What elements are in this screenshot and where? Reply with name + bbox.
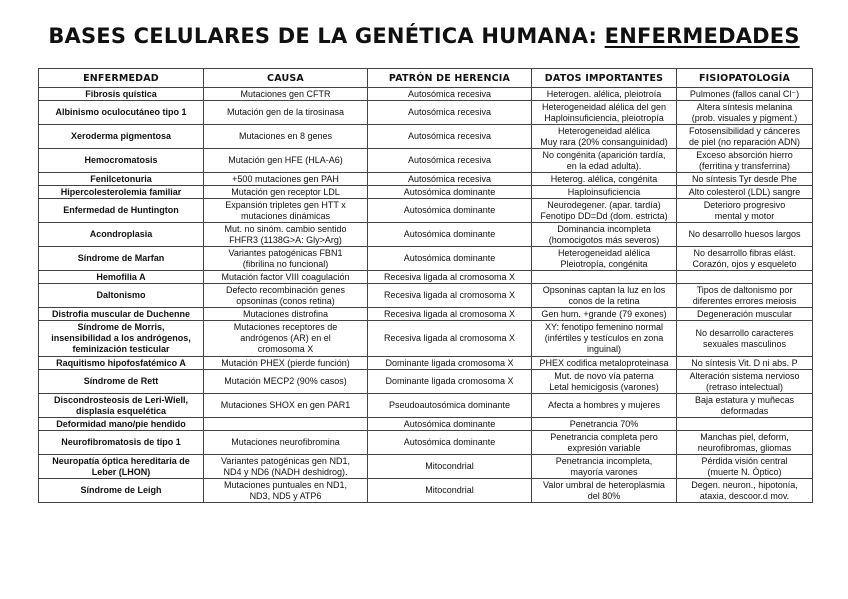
- table-row: [39, 247, 813, 271]
- cell-causa: Mutaciones gen CFTR: [204, 88, 368, 101]
- cell-datos: Gen hum. +grande (79 exones): [532, 308, 677, 321]
- cell-enfermedad: Síndrome de Leigh: [39, 479, 204, 503]
- cell-datos: Neurodegener. (apar. tardía) Fenotipo DD=Dd (dom. estricta): [532, 199, 677, 223]
- cell-fisiopatologia: Alteración sistema nervioso (retraso intelectual): [677, 370, 813, 394]
- cell-enfermedad: Neurofibromatosis de tipo 1: [39, 431, 204, 455]
- cell-datos: Valor umbral de heteroplasmia del 80%: [532, 479, 677, 503]
- cell-fisiopatologia: Fotosensibilidad y cánceres de piel (no reparación ADN): [677, 125, 813, 149]
- header-fisiopatologia: FISIOPATOLOGÍA: [677, 69, 813, 88]
- table-row: [39, 199, 813, 223]
- cell-enfermedad: Distrofia muscular de Duchenne: [39, 308, 204, 321]
- cell-causa: Mutación factor VIII coagulación: [204, 271, 368, 284]
- cell-patron: Autosómica dominante: [368, 418, 532, 431]
- cell-fisiopatologia: No desarrollo fibras elást. Corazón, ojos y esqueleto: [677, 247, 813, 271]
- cell-enfermedad: Deformidad mano/pie hendido: [39, 418, 204, 431]
- cell-causa: Mutación PHEX (pierde función): [204, 357, 368, 370]
- cell-causa: Mutaciones en 8 genes: [204, 125, 368, 149]
- cell-fisiopatologia: [677, 418, 813, 431]
- table-row: [39, 308, 813, 321]
- cell-enfermedad: Albinismo oculocutáneo tipo 1: [39, 101, 204, 125]
- cell-fisiopatologia: Degen. neuron., hipotonía, ataxia, descoor.d mov.: [677, 479, 813, 503]
- diseases-table: [38, 68, 813, 503]
- cell-fisiopatologia: [677, 271, 813, 284]
- header-patron: PATRÓN DE HERENCIA: [368, 69, 532, 88]
- cell-fisiopatologia: No desarrollo huesos largos: [677, 223, 813, 247]
- table-row: [39, 455, 813, 479]
- cell-datos: PHEX codifica metaloproteinasa: [532, 357, 677, 370]
- cell-fisiopatologia: Pulmones (fallos canal Cl⁻): [677, 88, 813, 101]
- cell-patron: Autosómica dominante: [368, 186, 532, 199]
- table-row: [39, 357, 813, 370]
- cell-patron: Autosómica recesiva: [368, 88, 532, 101]
- cell-enfermedad: Fenilcetonuria: [39, 173, 204, 186]
- cell-fisiopatologia: Exceso absorción hierro (ferritina y transferrina): [677, 149, 813, 173]
- cell-datos: Heterogeneidad alélica Pleiotropía, congénita: [532, 247, 677, 271]
- cell-patron: Autosómica dominante: [368, 431, 532, 455]
- cell-datos: Heterogeneidad alélica del gen Haploinsuficiencia, pleiotropía: [532, 101, 677, 125]
- table-row: [39, 370, 813, 394]
- cell-causa: Defecto recombinación genes opsoninas (conos retina): [204, 284, 368, 308]
- cell-enfermedad: Acondroplasia: [39, 223, 204, 247]
- cell-enfermedad: Daltonismo: [39, 284, 204, 308]
- cell-causa: Mutación gen receptor LDL: [204, 186, 368, 199]
- table-row: [39, 431, 813, 455]
- cell-enfermedad: Síndrome de Morris, insensibilidad a los andrógenos, feminización testicular: [39, 321, 204, 357]
- cell-causa: Mutaciones distrofina: [204, 308, 368, 321]
- cell-causa: Mutaciones puntuales en ND1, ND3, ND5 y ATP6: [204, 479, 368, 503]
- cell-datos: Penetrancia 70%: [532, 418, 677, 431]
- cell-patron: Autosómica recesiva: [368, 149, 532, 173]
- cell-patron: Autosómica recesiva: [368, 125, 532, 149]
- cell-enfermedad: Enfermedad de Huntington: [39, 199, 204, 223]
- cell-datos: Mut. de novo vía paterna Letal hemicigosis (varones): [532, 370, 677, 394]
- table-row: [39, 271, 813, 284]
- table-row: [39, 418, 813, 431]
- cell-patron: Autosómica dominante: [368, 199, 532, 223]
- cell-causa: Variantes patogénicas FBN1 (fibrilina no funcional): [204, 247, 368, 271]
- cell-datos: Dominancia incompleta (homocigotos más severos): [532, 223, 677, 247]
- table-body: [39, 88, 813, 503]
- cell-patron: Recesiva ligada al cromosoma X: [368, 284, 532, 308]
- cell-causa: Expansión tripletes gen HTT x mutaciones dinámicas: [204, 199, 368, 223]
- cell-fisiopatologia: Manchas piel, deform, neurofibromas, gliomas: [677, 431, 813, 455]
- cell-causa: Mutación gen de la tirosinasa: [204, 101, 368, 125]
- cell-enfermedad: Hemocromatosis: [39, 149, 204, 173]
- cell-fisiopatologia: Alto colesterol (LDL) sangre: [677, 186, 813, 199]
- cell-causa: Mutación MECP2 (90% casos): [204, 370, 368, 394]
- cell-enfermedad: Hemofilia A: [39, 271, 204, 284]
- cell-patron: Autosómica recesiva: [368, 173, 532, 186]
- cell-datos: Penetrancia incompleta, mayoría varones: [532, 455, 677, 479]
- cell-causa: Mutación gen HFE (HLA-A6): [204, 149, 368, 173]
- table-row: [39, 321, 813, 357]
- header-enfermedad: ENFERMEDAD: [39, 69, 204, 88]
- cell-datos: Heterogeneidad alélica Muy rara (20% consanguinidad): [532, 125, 677, 149]
- cell-patron: Pseudoautosómica dominante: [368, 394, 532, 418]
- header-datos: DATOS IMPORTANTES: [532, 69, 677, 88]
- cell-datos: Opsoninas captan la luz en los conos de la retina: [532, 284, 677, 308]
- table-row: [39, 101, 813, 125]
- cell-enfermedad: Síndrome de Rett: [39, 370, 204, 394]
- page-title: [0, 24, 848, 48]
- header-causa: CAUSA: [204, 69, 368, 88]
- cell-patron: Recesiva ligada al cromosoma X: [368, 308, 532, 321]
- cell-causa: Mutaciones receptores de andrógenos (AR) en el cromosoma X: [204, 321, 368, 357]
- cell-enfermedad: Fibrosis quística: [39, 88, 204, 101]
- table-row: [39, 284, 813, 308]
- cell-patron: Autosómica dominante: [368, 247, 532, 271]
- table-row: [39, 125, 813, 149]
- cell-causa: +500 mutaciones gen PAH: [204, 173, 368, 186]
- cell-patron: Mitocondrial: [368, 479, 532, 503]
- cell-enfermedad: Xeroderma pigmentosa: [39, 125, 204, 149]
- cell-enfermedad: Raquitismo hipofosfatémico A: [39, 357, 204, 370]
- table-row: [39, 173, 813, 186]
- cell-fisiopatologia: Baja estatura y muñecas deformadas: [677, 394, 813, 418]
- cell-causa: [204, 418, 368, 431]
- cell-enfermedad: Hipercolesterolemia familiar: [39, 186, 204, 199]
- cell-patron: Recesiva ligada al cromosoma X: [368, 271, 532, 284]
- cell-fisiopatologia: Tipos de daltonismo por diferentes errores meiosis: [677, 284, 813, 308]
- table-row: [39, 149, 813, 173]
- cell-datos: Heterog. alélica, congénita: [532, 173, 677, 186]
- cell-patron: Autosómica recesiva: [368, 101, 532, 125]
- cell-fisiopatologia: Deterioro progresivo mental y motor: [677, 199, 813, 223]
- cell-causa: Mut. no sinóm. cambio sentido FHFR3 (1138G>A: Gly>Arg): [204, 223, 368, 247]
- cell-datos: Haploinsuficiencia: [532, 186, 677, 199]
- cell-fisiopatologia: Altera síntesis melanina (prob. visuales y pigment.): [677, 101, 813, 125]
- page-title-prefix: BASES CELULARES DE LA GENÉTICA HUMANA:: [48, 24, 605, 48]
- cell-datos: No congénita (aparición tardía, en la edad adulta).: [532, 149, 677, 173]
- cell-datos: XY: fenotipo femenino normal (infértiles y testículos en zona inguinal): [532, 321, 677, 357]
- cell-enfermedad: Neuropatía óptica hereditaria de Leber (LHON): [39, 455, 204, 479]
- cell-fisiopatologia: Degeneración muscular: [677, 308, 813, 321]
- table-header-row: [39, 69, 813, 88]
- cell-enfermedad: Síndrome de Marfan: [39, 247, 204, 271]
- cell-datos: Afecta a hombres y mujeres: [532, 394, 677, 418]
- cell-fisiopatologia: No desarrollo caracteres sexuales masculinos: [677, 321, 813, 357]
- table-row: [39, 479, 813, 503]
- cell-patron: Autosómica dominante: [368, 223, 532, 247]
- table-row: [39, 186, 813, 199]
- cell-patron: Dominante ligada cromosoma X: [368, 370, 532, 394]
- cell-patron: Mitocondrial: [368, 455, 532, 479]
- table-row: [39, 394, 813, 418]
- cell-causa: Variantes patogénicas gen ND1, ND4 y ND6 (NADH deshidrog).: [204, 455, 368, 479]
- cell-patron: Dominante ligada cromosoma X: [368, 357, 532, 370]
- page-title-underlined: ENFERMEDADES: [604, 24, 800, 48]
- cell-datos: Penetrancia completa pero expresión variable: [532, 431, 677, 455]
- cell-fisiopatologia: No síntesis Tyr desde Phe: [677, 173, 813, 186]
- table-row: [39, 223, 813, 247]
- cell-causa: Mutaciones SHOX en gen PAR1: [204, 394, 368, 418]
- cell-patron: Recesiva ligada al cromosoma X: [368, 321, 532, 357]
- cell-causa: Mutaciones neurofibromina: [204, 431, 368, 455]
- cell-datos: [532, 271, 677, 284]
- cell-fisiopatologia: No síntesis Vit. D ni abs. P: [677, 357, 813, 370]
- table-row: [39, 88, 813, 101]
- cell-fisiopatologia: Pérdida visión central (muerte N. Óptico): [677, 455, 813, 479]
- cell-enfermedad: Discondrosteosis de Leri-Wiell, displasia esquelética: [39, 394, 204, 418]
- cell-datos: Heterogen. alélica, pleiotroía: [532, 88, 677, 101]
